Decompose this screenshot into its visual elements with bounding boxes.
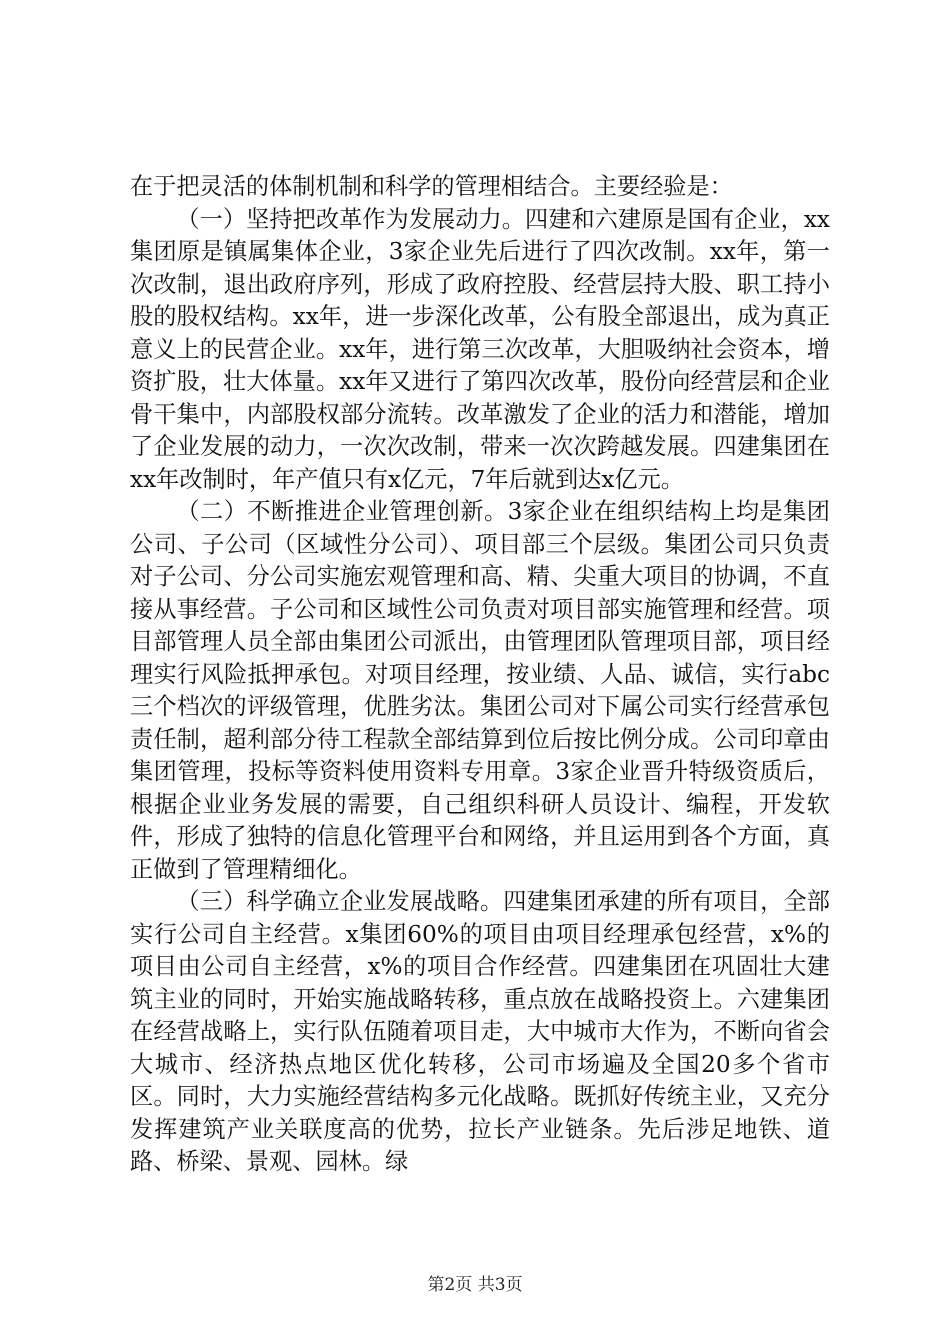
- paragraph-management: （二）不断推进企业管理创新。3家企业在组织结构上均是集团公司、子公司（区域性分公司）、项目部三个层级。集团公司只负责对子公司、分公司实施宏观管理和高、精、尖重大项目的协调，不直接从事经营。子公司和区域性公司负责对项目部实施管理和经营。项目部管理人员全部由集团公司派出，由管理团队管理项目部，项目经理实行风险抵押承包。对项目经理，按业绩、人品、诚信，实行abc三个档次的评级管理，优胜劣汰。集团公司对下属公司实行经营承包责任制，超利部分待工程款全部结算到位后按比例分成。公司印章由集团管理，投标等资料使用资料专用章。3家企业晋升特级资质后，根据企业业务发展的需要，自己组织科研人员设计、编程，开发软件，形成了独特的信息化管理平台和网络，并且运用到各个方面，真正做到了管理精细化。: [130, 498, 830, 883]
- page-footer: 第2页 共3页: [427, 1275, 523, 1295]
- paragraph-intro: 在于把灵活的体制机制和科学的管理相结合。主要经验是：: [130, 173, 733, 200]
- paragraph-strategy: （三）科学确立企业发展战略。四建集团承建的所有项目，全部实行公司自主经营。x集团60%的项目由项目经理承包经营，x%的项目由公司自主经营，x%的项目合作经营。四建集团在巩固壮大建筑主业的同时，开始实施战略转移，重点放在战略投资上。六建集团在经营战略上，实行队伍随着项目走，大中城市大作为，不断向省会大城市、经济热点地区优化转移，公司市场遍及全国20多个省市区。同时，大力实施经营结构多元化战略。既抓好传统主业，又充分发挥建筑产业关联度高的优势，拉长产业链条。先后涉足地铁、道路、桥梁、景观、园林。绿: [130, 888, 830, 1175]
- paragraph-reform: （一）坚持把改革作为发展动力。四建和六建原是国有企业，xx集团原是镇属集体企业，3家企业先后进行了四次改制。xx年，第一次改制，退出政府序列，形成了政府控股、经营层持大股、职工持小股的股权结构。xx年，进一步深化改革，公有股全部退出，成为真正意义上的民营企业。xx年，进行第三次改革，大胆吸纳社会资本，增资扩股，壮大体量。xx年又进行了第四次改革，股份向经营层和企业骨干集中，内部股权部分流转。改革激发了企业的活力和潜能，增加了企业发展的动力，一次次改制，带来一次次跨越发展。四建集团在xx年改制时，年产值只有x亿元，7年后就到达x亿元。: [130, 205, 830, 493]
- document-body: [130, 171, 830, 1179]
